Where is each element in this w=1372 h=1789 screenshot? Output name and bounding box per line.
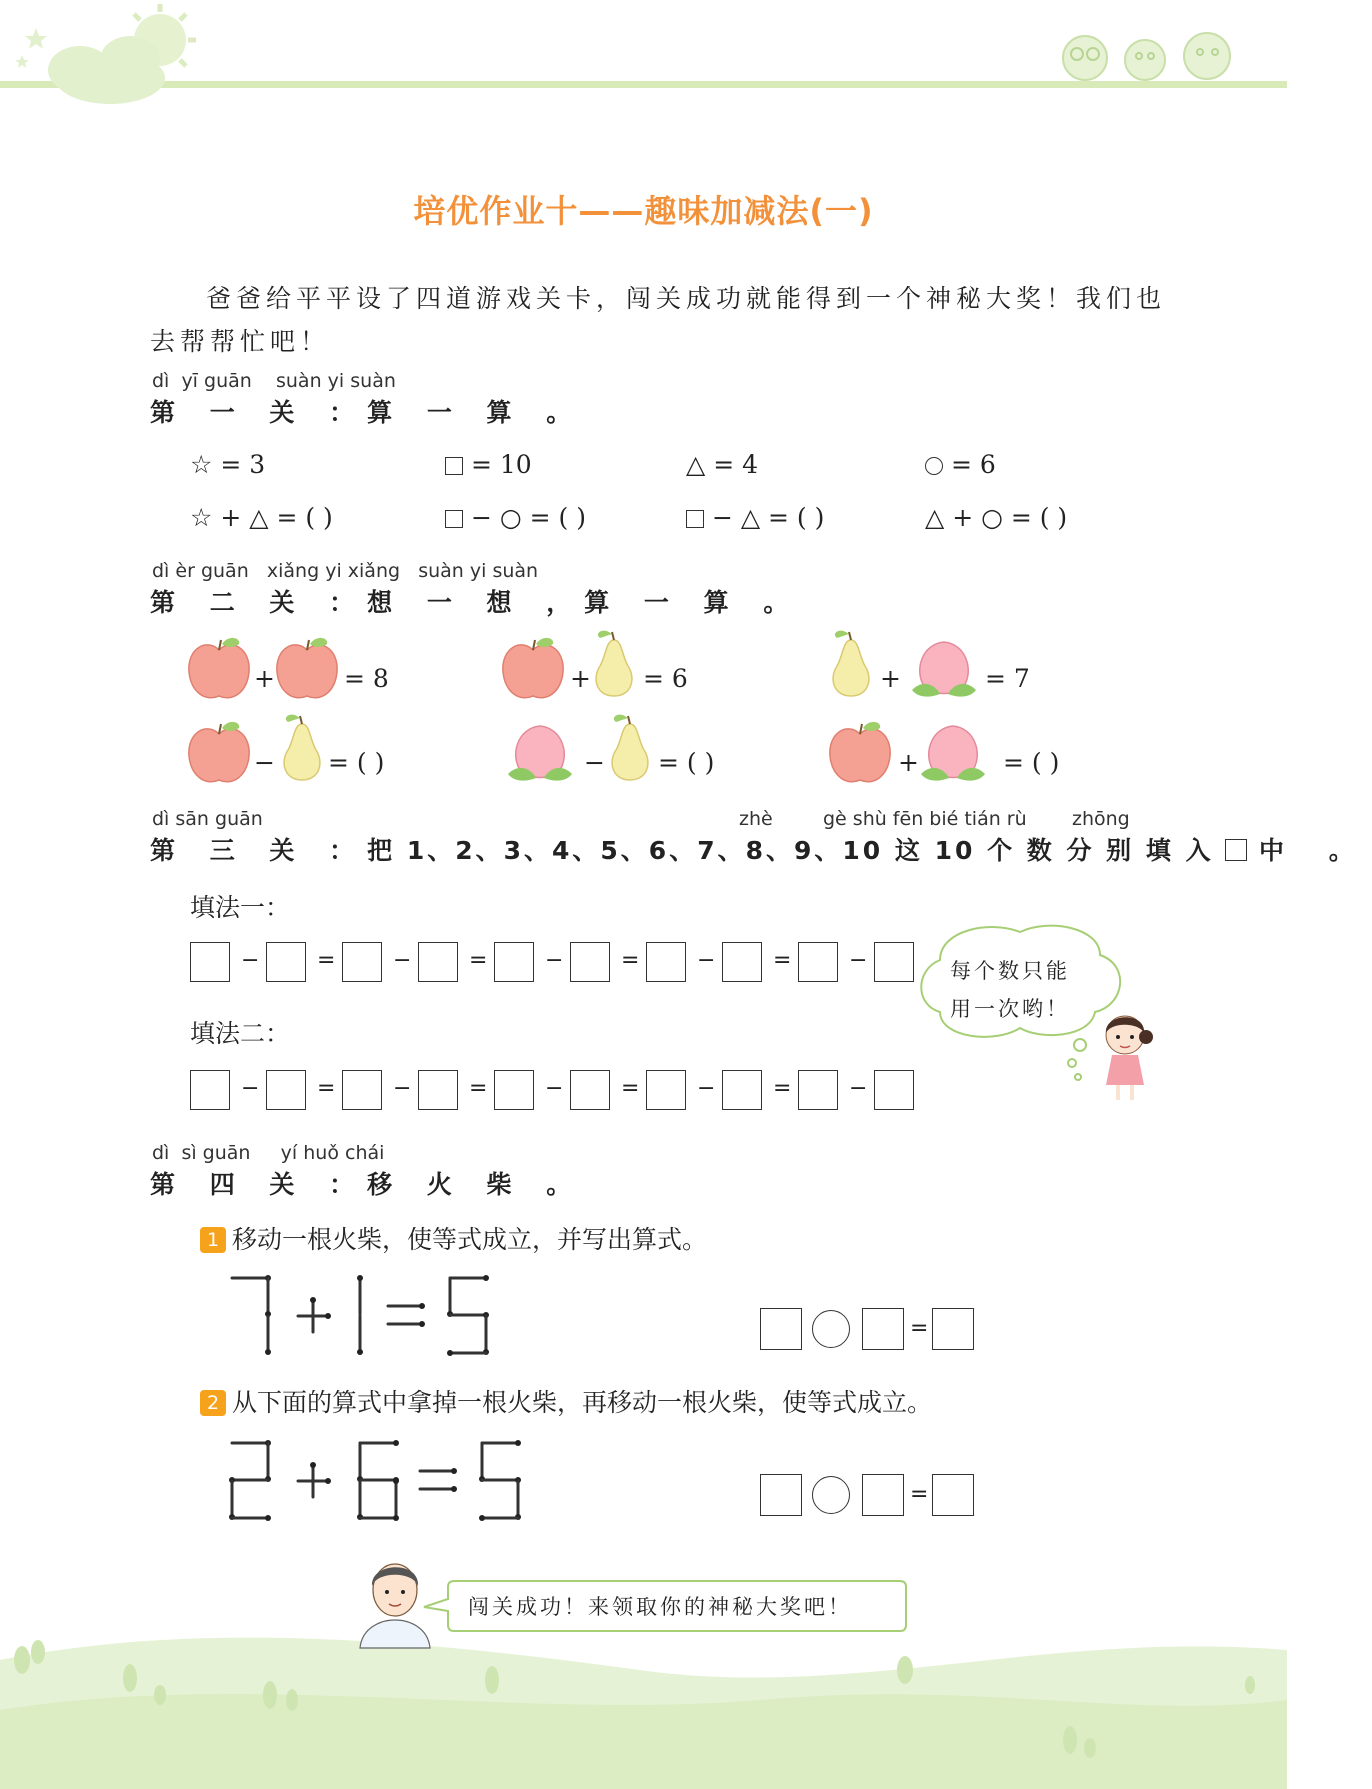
level3-pinyin-a: dì sān guān [152, 808, 263, 830]
question-1[interactable]: ☆ + △ = ( ) [190, 503, 333, 532]
answer-box[interactable] [418, 942, 458, 982]
level3-label: 第 三 关 ：把 1、2、3、4、5、6、7、8、9、10 这 10 个 数 分 别 填 入 中 。 [150, 836, 1372, 865]
plus-sign: + [254, 664, 275, 693]
level3-pinyin-d: zhōng [1072, 808, 1130, 830]
minus-sign: − [697, 948, 716, 973]
equals-sign: = [469, 1076, 488, 1101]
number-badge: 2 [200, 1390, 226, 1416]
result-3: = 7 [985, 664, 1030, 693]
apple-icon [189, 638, 249, 698]
equals-sign: = [910, 1316, 929, 1341]
equals-sign: = [621, 1076, 640, 1101]
sun-cloud-decoration [0, 0, 220, 115]
result-1: = 8 [344, 664, 389, 693]
answer-1[interactable]: = ( ) [328, 748, 385, 777]
square-icon [445, 510, 463, 528]
answer-box[interactable] [874, 942, 914, 982]
answer-box[interactable] [798, 1070, 838, 1110]
plus-sign: + [570, 664, 591, 693]
method-2-label: 填法二： [190, 1019, 291, 1048]
answer-box[interactable] [722, 1070, 762, 1110]
minus-sign: − [849, 948, 868, 973]
level1-pinyin: dì yī guān suàn yi suàn [152, 370, 396, 392]
result-2: = 6 [643, 664, 688, 693]
answer-box[interactable] [862, 1474, 904, 1516]
intro-line-1: 爸爸给平平设了四道游戏关卡，闯关成功就能得到一个神秘大奖！我们也 [206, 284, 1167, 313]
answer-box[interactable] [862, 1308, 904, 1350]
apple-icon [503, 638, 563, 698]
equals-sign: = [910, 1482, 929, 1507]
question-3[interactable]: − △ = ( ) [686, 503, 824, 532]
answer-box[interactable] [646, 1070, 686, 1110]
animal-faces-decoration [1055, 20, 1255, 85]
task-1: 1 移动一根火柴，使等式成立，并写出算式。 [200, 1220, 707, 1256]
level4-label: 第 四 关 ：移 火 柴 。 [150, 1170, 585, 1199]
answer-row-2 [0, 1474, 1287, 1518]
peach-icon [912, 642, 976, 697]
answer-box[interactable] [570, 1070, 610, 1110]
answer-box[interactable] [932, 1308, 974, 1350]
level3-pinyin-b: zhè [739, 808, 773, 830]
pear-icon [284, 715, 320, 780]
answer-box[interactable] [418, 1070, 458, 1110]
cloud-icon [48, 36, 165, 104]
answer-box[interactable] [266, 1070, 306, 1110]
minus-sign: − [545, 948, 564, 973]
girl-illustration [1090, 1005, 1160, 1105]
operator-circle[interactable] [812, 1310, 850, 1348]
given-circle: = 6 [925, 450, 996, 479]
fruit-equations [0, 630, 1287, 790]
apple-icon [189, 722, 249, 782]
minus-sign: − [393, 948, 412, 973]
minus-sign: − [849, 1076, 868, 1101]
peach-icon [921, 726, 985, 781]
answer-box[interactable] [646, 942, 686, 982]
level4-pinyin: dì sì guān yí huǒ chái [152, 1142, 385, 1164]
peach-icon [508, 726, 572, 781]
method-1-label: 填法一： [190, 893, 291, 922]
pear-icon [612, 715, 648, 780]
star-icon: ☆ [190, 450, 213, 479]
page-title: 培优作业十——趣味加减法(一) [413, 192, 874, 230]
answer-box[interactable] [932, 1474, 974, 1516]
question-2[interactable]: − ○ = ( ) [445, 503, 586, 532]
pear-icon [596, 631, 632, 696]
pear-icon [833, 631, 869, 696]
answer-box[interactable] [342, 942, 382, 982]
level1-label: 第 一 关 ：算 一 算 。 [150, 398, 585, 427]
level2-pinyin: dì èr guān xiǎng yi xiǎng suàn yi suàn [152, 560, 539, 582]
given-triangle: △ = 4 [686, 450, 758, 479]
answer-box[interactable] [798, 942, 838, 982]
star-icon [15, 28, 47, 68]
answer-box[interactable] [494, 1070, 534, 1110]
minus-sign: − [545, 1076, 564, 1101]
answer-box[interactable] [494, 942, 534, 982]
answer-row-1 [0, 1308, 1287, 1352]
given-star: ☆ = 3 [190, 450, 266, 479]
square-icon [1225, 839, 1247, 861]
answer-box[interactable] [760, 1308, 802, 1350]
answer-box[interactable] [342, 1070, 382, 1110]
plus-sign: + [898, 748, 919, 777]
square-icon [445, 457, 463, 475]
level3-pinyin-c: gè shù fēn bié tián rù [823, 808, 1027, 830]
bubble-line-1: 每个数只能 [950, 959, 1070, 983]
bubble-line-2: 用一次哟！ [950, 997, 1070, 1021]
equals-sign: = [621, 948, 640, 973]
minus-sign: − [254, 748, 275, 777]
equals-sign: = [317, 948, 336, 973]
plus-sign: + [880, 664, 901, 693]
answer-box[interactable] [760, 1474, 802, 1516]
speech-text: 闯关成功！来领取你的神秘大奖吧！ [468, 1595, 852, 1619]
square-icon [686, 510, 704, 528]
equals-sign: = [773, 1076, 792, 1101]
minus-sign: − [393, 1076, 412, 1101]
answer-box[interactable] [722, 942, 762, 982]
answer-2[interactable]: = ( ) [658, 748, 715, 777]
minus-sign: − [697, 1076, 716, 1101]
intro-line-2: 去帮帮忙吧！ [150, 327, 331, 356]
number-badge: 1 [200, 1227, 226, 1253]
minus-sign: − [584, 748, 605, 777]
circle-icon [925, 457, 943, 475]
equals-sign: = [317, 1076, 336, 1101]
operator-circle[interactable] [812, 1476, 850, 1514]
level2-label: 第 二 关 ：想 一 想 ，算 一 算 。 [150, 588, 802, 617]
question-4[interactable]: △ + ○ = ( ) [925, 503, 1068, 532]
answer-box[interactable] [190, 942, 230, 982]
answer-box[interactable] [266, 942, 306, 982]
equals-sign: = [469, 948, 488, 973]
equals-sign: = [773, 948, 792, 973]
minus-sign: − [241, 948, 260, 973]
task-2: 2 从下面的算式中拿掉一根火柴，再移动一根火柴，使等式成立。 [200, 1383, 932, 1419]
given-square: = 10 [445, 450, 532, 479]
apple-icon [830, 722, 890, 782]
minus-sign: − [241, 1076, 260, 1101]
triangle-icon: △ [686, 450, 706, 479]
apple-icon [277, 638, 337, 698]
answer-box[interactable] [570, 942, 610, 982]
answer-3[interactable]: = ( ) [1003, 748, 1060, 777]
answer-box[interactable] [874, 1070, 914, 1110]
answer-box[interactable] [190, 1070, 230, 1110]
